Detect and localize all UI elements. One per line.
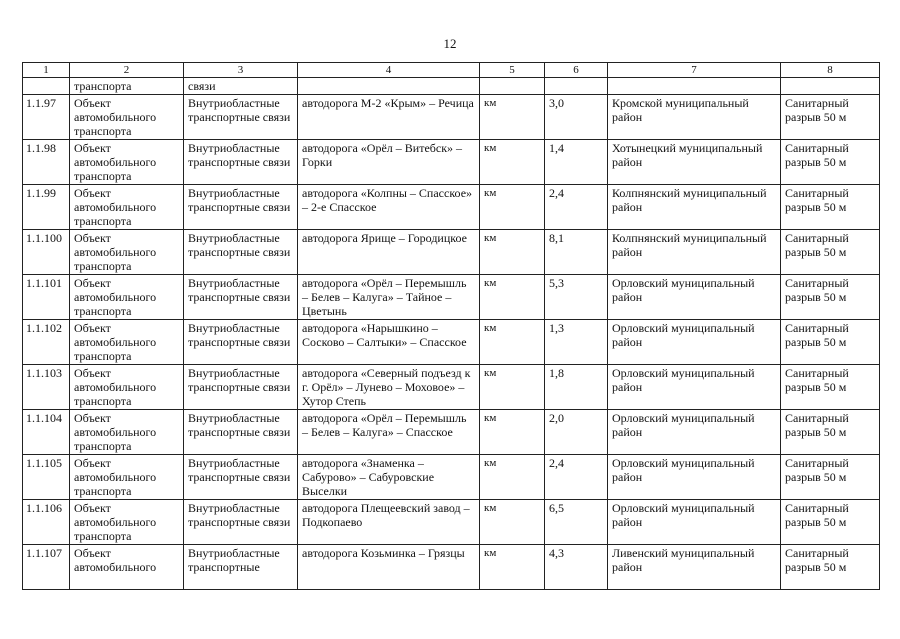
cell-road: автодорога «Северный подъезд к г. Орёл» – Лунево – Моховое» – Хутор Степь [298, 365, 480, 410]
cell-category: Внутриобластные транспортные связи [184, 275, 298, 320]
cell-length: 4,3 [545, 545, 608, 590]
cell-zone: Санитарный разрыв 50 м [781, 185, 880, 230]
cell-object: Объект автомобильного транспорта [70, 140, 184, 185]
column-number-row [23, 63, 880, 78]
cell-category: Внутриобластные транспортные связи [184, 365, 298, 410]
cell-unit: км [480, 230, 545, 275]
cell-road: автодорога Плещеевский завод – Подкопаево [298, 500, 480, 545]
objects-table [22, 62, 880, 590]
table-row [23, 140, 880, 185]
cell-number: 1.1.100 [23, 230, 70, 275]
cell-district: Ливенский муниципальный район [608, 545, 781, 590]
cell-number: 1.1.107 [23, 545, 70, 590]
cell-zone: Санитарный разрыв 50 м [781, 410, 880, 455]
cell-number: 1.1.104 [23, 410, 70, 455]
column-number: 5 [480, 63, 545, 78]
cell-district: Колпнянский муниципальный район [608, 230, 781, 275]
continuation-row [23, 78, 880, 95]
cell-length: 6,5 [545, 500, 608, 545]
cell-object: Объект автомобильного транспорта [70, 230, 184, 275]
cell-object: Объект автомобильного транспорта [70, 365, 184, 410]
cell-zone: Санитарный разрыв 50 м [781, 545, 880, 590]
cell-category: Внутриобластные транспортные связи [184, 185, 298, 230]
cell-category: Внутриобластные транспортные [184, 545, 298, 590]
cell-road: автодорога «Колпны – Спасское» – 2-е Спасское [298, 185, 480, 230]
table-row [23, 95, 880, 140]
page-number: 12 [443, 36, 457, 51]
cell-zone: Санитарный разрыв 50 м [781, 230, 880, 275]
column-number: 3 [184, 63, 298, 78]
cell-empty [480, 78, 545, 95]
cell-road: автодорога «Нарышкино – Сосково – Салтыки» – Спасское [298, 320, 480, 365]
column-number: 8 [781, 63, 880, 78]
cell-district: Орловский муниципальный район [608, 320, 781, 365]
table-row [23, 365, 880, 410]
cell-number: 1.1.102 [23, 320, 70, 365]
cell-empty [298, 78, 480, 95]
cell-object: Объект автомобильного транспорта [70, 500, 184, 545]
table-row [23, 275, 880, 320]
column-number: 4 [298, 63, 480, 78]
table-row [23, 410, 880, 455]
cell-zone: Санитарный разрыв 50 м [781, 320, 880, 365]
cell-district: Кромской муниципальный район [608, 95, 781, 140]
cell-object-continued: транспорта [70, 78, 184, 95]
cell-object: Объект автомобильного транспорта [70, 320, 184, 365]
cell-zone: Санитарный разрыв 50 м [781, 140, 880, 185]
cell-zone: Санитарный разрыв 50 м [781, 95, 880, 140]
table-row [23, 185, 880, 230]
cell-length: 2,4 [545, 185, 608, 230]
column-number: 1 [23, 63, 70, 78]
cell-district: Хотынецкий муниципальный район [608, 140, 781, 185]
cell-object: Объект автомобильного транспорта [70, 455, 184, 500]
cell-district: Орловский муниципальный район [608, 275, 781, 320]
cell-number: 1.1.103 [23, 365, 70, 410]
table-row [23, 545, 880, 590]
cell-length: 1,3 [545, 320, 608, 365]
cell-object: Объект автомобильного транспорта [70, 185, 184, 230]
cell-district: Орловский муниципальный район [608, 455, 781, 500]
cell-number: 1.1.97 [23, 95, 70, 140]
cell-unit: км [480, 545, 545, 590]
cell-district: Орловский муниципальный район [608, 365, 781, 410]
cell-unit: км [480, 410, 545, 455]
cell-length: 2,0 [545, 410, 608, 455]
cell-zone: Санитарный разрыв 50 м [781, 365, 880, 410]
cell-zone: Санитарный разрыв 50 м [781, 275, 880, 320]
cell-category: Внутриобластные транспортные связи [184, 455, 298, 500]
cell-category: Внутриобластные транспортные связи [184, 410, 298, 455]
cell-road: автодорога «Орёл – Перемышль – Белев – Калуга» – Тайное – Цветынь [298, 275, 480, 320]
column-number: 6 [545, 63, 608, 78]
cell-length: 1,8 [545, 365, 608, 410]
cell-district: Орловский муниципальный район [608, 500, 781, 545]
cell-category: Внутриобластные транспортные связи [184, 500, 298, 545]
cell-empty [608, 78, 781, 95]
cell-unit: км [480, 185, 545, 230]
cell-unit: км [480, 320, 545, 365]
cell-unit: км [480, 365, 545, 410]
cell-category-continued: связи [184, 78, 298, 95]
column-number: 7 [608, 63, 781, 78]
cell-unit: км [480, 275, 545, 320]
cell-length: 3,0 [545, 95, 608, 140]
cell-district: Колпнянский муниципальный район [608, 185, 781, 230]
cell-road: автодорога «Орёл – Витебск» – Горки [298, 140, 480, 185]
cell-zone: Санитарный разрыв 50 м [781, 455, 880, 500]
cell-number: 1.1.106 [23, 500, 70, 545]
cell-road: автодорога «Орёл – Перемышль – Белев – Калуга» – Спасское [298, 410, 480, 455]
table-row [23, 230, 880, 275]
cell-length: 1,4 [545, 140, 608, 185]
cell-object: Объект автомобильного транспорта [70, 275, 184, 320]
cell-empty [781, 78, 880, 95]
cell-unit: км [480, 95, 545, 140]
cell-zone: Санитарный разрыв 50 м [781, 500, 880, 545]
cell-object: Объект автомобильного транспорта [70, 95, 184, 140]
cell-road: автодорога М-2 «Крым» – Речица [298, 95, 480, 140]
cell-empty [23, 78, 70, 95]
cell-unit: км [480, 140, 545, 185]
cell-category: Внутриобластные транспортные связи [184, 230, 298, 275]
cell-category: Внутриобластные транспортные связи [184, 140, 298, 185]
cell-length: 8,1 [545, 230, 608, 275]
cell-unit: км [480, 500, 545, 545]
cell-road: автодорога Ярище – Городицкое [298, 230, 480, 275]
column-number: 2 [70, 63, 184, 78]
cell-length: 2,4 [545, 455, 608, 500]
cell-object: Объект автомобильного транспорта [70, 410, 184, 455]
cell-category: Внутриобластные транспортные связи [184, 95, 298, 140]
table-row [23, 500, 880, 545]
table-row [23, 320, 880, 365]
cell-unit: км [480, 455, 545, 500]
cell-category: Внутриобластные транспортные связи [184, 320, 298, 365]
cell-road: автодорога «Знаменка – Сабурово» – Сабуровские Выселки [298, 455, 480, 500]
cell-road: автодорога Козьминка – Грязцы [298, 545, 480, 590]
cell-object: Объект автомобильного [70, 545, 184, 590]
cell-length: 5,3 [545, 275, 608, 320]
cell-district: Орловский муниципальный район [608, 410, 781, 455]
cell-number: 1.1.101 [23, 275, 70, 320]
cell-empty [545, 78, 608, 95]
cell-number: 1.1.98 [23, 140, 70, 185]
cell-number: 1.1.105 [23, 455, 70, 500]
cell-number: 1.1.99 [23, 185, 70, 230]
table-row [23, 455, 880, 500]
